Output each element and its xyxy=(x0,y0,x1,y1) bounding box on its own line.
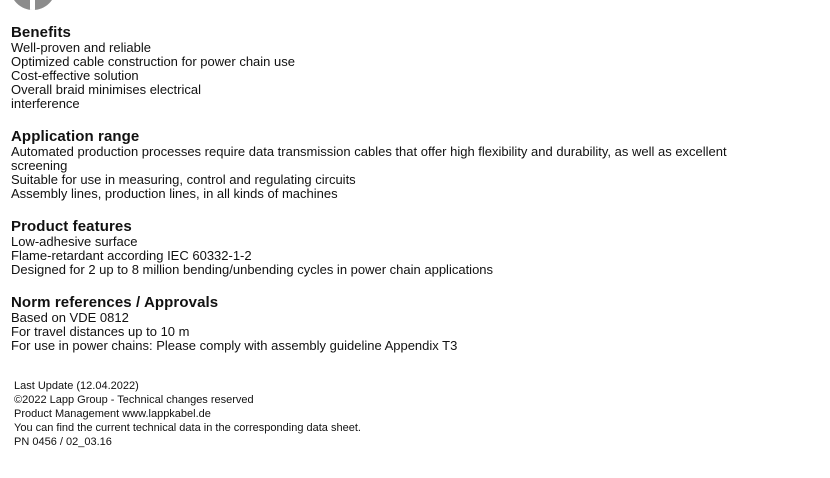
document-footer xyxy=(14,379,794,449)
document-body xyxy=(11,25,811,353)
section-benefits xyxy=(11,25,811,111)
footer-part-number: PN 0456 / 02_03.16 xyxy=(14,436,112,448)
list-item: Assembly lines, production lines, in all kinds of machines xyxy=(11,186,338,201)
footer-last-update: Last Update (12.04.2022) xyxy=(14,380,139,392)
footer-data-sheet-note: You can find the current technical data in the corresponding data sheet. xyxy=(14,422,361,434)
section-norm-references xyxy=(11,295,811,353)
list-item: Flame-retardant according IEC 60332-1-2 xyxy=(11,248,252,263)
section-application-range xyxy=(11,129,811,201)
list-item: For travel distances up to 10 m xyxy=(11,324,190,339)
list-item: Designed for 2 up to 8 million bending/unbending cycles in power chain applications xyxy=(11,262,494,277)
list-item: Overall braid minimises electrical xyxy=(11,82,201,97)
list-item: Based on VDE 0812 xyxy=(11,310,129,325)
list-item: Cost-effective solution xyxy=(11,68,139,83)
list-item: Well-proven and reliable xyxy=(11,40,151,55)
info-icon xyxy=(10,0,56,10)
section-title: Benefits xyxy=(11,24,71,41)
footer-product-management: Product Management www.lappkabel.de xyxy=(14,408,211,420)
list-item: screening xyxy=(11,158,68,173)
footer-copyright: ©2022 Lapp Group - Technical changes reserved xyxy=(14,394,254,406)
section-title: Application range xyxy=(11,128,140,145)
list-item: Optimized cable construction for power chain use xyxy=(11,54,295,69)
list-item: Automated production processes require data transmission cables that offer high flexibility and durability, as well as excellent xyxy=(11,144,727,159)
list-item: For use in power chains: Please comply with assembly guideline Appendix T3 xyxy=(11,338,458,353)
list-item: Low-adhesive surface xyxy=(11,234,138,249)
section-product-features xyxy=(11,219,811,277)
section-title: Product features xyxy=(11,218,132,235)
list-item: interference xyxy=(11,96,80,111)
list-item: Suitable for use in measuring, control and regulating circuits xyxy=(11,172,356,187)
section-title: Norm references / Approvals xyxy=(11,294,219,311)
